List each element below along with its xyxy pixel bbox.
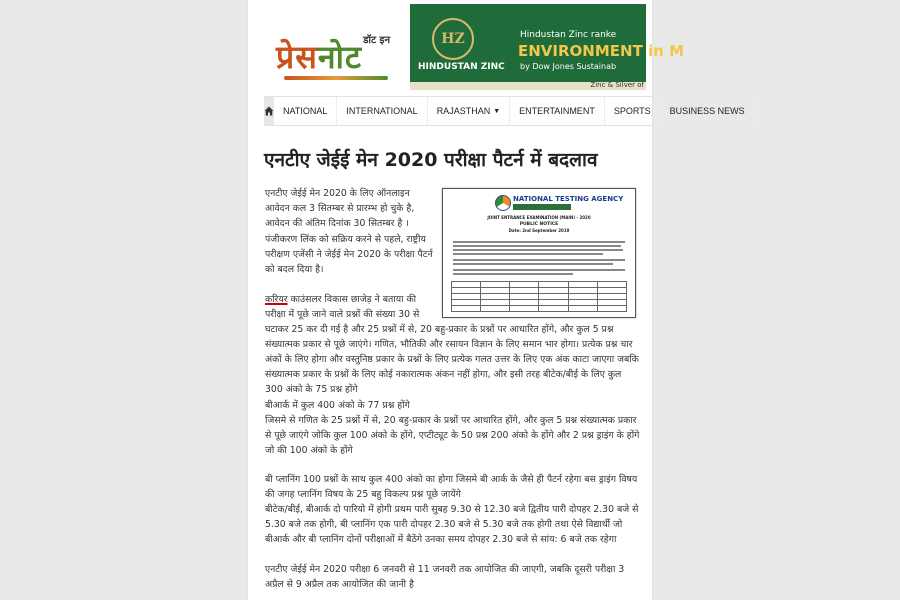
nav-label: INTERNATIONAL	[346, 106, 418, 116]
notice-text-line	[453, 253, 603, 255]
nav-label: RAJASTHAN	[436, 106, 491, 116]
nav-item-entertainment[interactable]	[510, 97, 605, 125]
notice-date: Date: 2nd September 2019	[508, 228, 570, 233]
logo-part1: प्रेस	[276, 38, 318, 76]
career-link[interactable]: करियर	[265, 294, 288, 305]
caret-down-icon: ▼	[493, 107, 501, 115]
notice-heading: JOINT ENTRANCE EXAMINATION (MAIN) - 2020	[487, 215, 591, 220]
nav-item-rajasthan[interactable]	[428, 97, 510, 125]
ad-line1: Hindustan Zinc ranke	[520, 30, 617, 40]
ad-strip-text: Zinc & Silver of	[590, 81, 644, 89]
logo-part2: नोट	[317, 38, 363, 76]
notice-text-line	[453, 259, 625, 261]
notice-text-line	[453, 269, 625, 271]
emblem-text: HZ	[441, 31, 465, 47]
nav-home[interactable]	[264, 97, 274, 125]
paragraph-heading: बीआर्क में कुल 400 अंको के 77 प्रश्न होंगे	[265, 400, 410, 411]
nav-item-business-news[interactable]	[661, 97, 755, 125]
notice-table	[451, 281, 627, 312]
article-paragraph	[265, 472, 641, 547]
nav-item-national[interactable]	[274, 97, 337, 125]
ad-brand: HINDUSTAN ZINC	[418, 62, 505, 72]
home-icon	[264, 106, 274, 116]
paragraph-text: काउंसलर विकास छाजेड़ ने बताया की परीक्षा में पूछे जाने वाले प्रश्नों की संख्या 30 से	[265, 294, 420, 320]
notice-text-line	[453, 263, 613, 265]
notice-text-line	[453, 241, 625, 243]
nav-label: NATIONAL	[283, 106, 328, 116]
paragraph-heading: बी प्लानिंग 100 प्रश्नों के साथ कुल 400 अंको का होगा जिसमे बी आर्क के जैसे ही पैटर्न रहेगा बस ड्राइंग विषय की जगह प्लानिंग विषय के 25 बहु विकल्प प्रश्न पूछे जायेंगे	[265, 474, 638, 500]
ad-line2: ENVIRONMENT in M	[518, 42, 684, 60]
nav-item-international[interactable]	[337, 97, 427, 125]
notice-text-line	[453, 249, 623, 251]
nta-logo-icon	[495, 195, 511, 211]
banner-ad[interactable]	[410, 4, 684, 90]
site-header	[248, 0, 684, 96]
notice-subheading: PUBLIC NOTICE	[519, 222, 559, 227]
nav-label: SPORTS	[613, 106, 651, 116]
ad-strip	[410, 82, 646, 90]
notice-text-line	[453, 245, 621, 247]
notice-text-line	[453, 273, 573, 275]
article-paragraph: घटाकर 25 कर दी गई है और 25 प्रश्नों में से, 20 बहु-प्रकार के प्रश्नों पर आधारित होंगे, और कुल 5 प्रश्न संख्यात्मक प्रकार से पूछे जाएंगे। गणित, भौतिकी और रसायन विज्ञान के लिए समान भार होगा। प्रत्येक प्रश्न चार अंकों के लिए होगा और वस्तुनिष्ठ प्रकार के प्रश्नों के लिए प्रत्येक गलत उत्तर के लिए एक अंक काटा जाएगा जबकि संख्यात्मक प्रकार के प्रश्नों के लिए कोई नकारात्मक अंकन नहीं होगा, और इसी तरह बीटेक/बीई के लिए कुल 300 अंको के 75 प्रश्न होंगे	[265, 324, 639, 395]
article-paragraph	[265, 292, 433, 322]
page-container	[248, 0, 745, 600]
nav-item-sports[interactable]	[605, 97, 661, 125]
logo-swoosh	[284, 76, 388, 80]
public-notice-image	[442, 188, 636, 318]
main-nav	[264, 96, 745, 126]
article-paragraph: एनटीए जेईई मेन 2020 के लिए ऑनलाइन आवेदन कल 3 सितम्बर से प्रारम्भ हो चुके है, आवेदन की अंतिम दिनांक 30 सितम्बर है ।	[265, 188, 415, 229]
article-title: एनटीए जेईई मेन 2020 परीक्षा पैटर्न में बदलाव	[264, 149, 598, 171]
article-paragraph: एनटीए जेईई मेन 2020 परीक्षा 6 जनवरी से 11 जनवरी तक आयोजित की जाएगी, जबकि दूसरी परीक्षा 3 अप्रैल से 9 अप्रैल तक आयोजित की जानी है	[265, 564, 625, 590]
hindustan-zinc-emblem-icon	[432, 18, 474, 60]
notice-agency: NATIONAL TESTING AGENCY	[513, 195, 624, 203]
article-paragraph: पंजीकरण लिंक को सक्रिय करने से पहले, राष्ट्रीय परीक्षण एजेंसी ने जेईई मेन 2020 के परीक्षा पैटर्न को बदल दिया है।	[265, 234, 433, 275]
paragraph-text: बीटेक/बीई, बीआर्क दो पारियो में होगी प्रथम पारी सुबह 9.30 से 12.30 बजे द्वितीय पारी दोपहर 2.30 बजे से 5.30 बजे तक होगी, बी प्लानिंग एक पारी दोपहर 2.30 बजे से 5.30 बजे तक होगी तथा ऐसे विद्यार्थी जो बीआर्क और बी प्लानिंग दोनों परीक्षाओं में बैठेंगे उनका समय दोपहर 2.30 बजे से सांय: 6 बजे तक रहेगा	[265, 504, 639, 545]
notice-agency-tagline-bar	[513, 204, 571, 210]
ad-line3: by Dow Jones Sustainab	[520, 62, 617, 71]
site-logo[interactable]	[276, 32, 396, 82]
article-paragraph	[265, 398, 641, 458]
logo-wordmark	[276, 40, 362, 74]
nav-label: ENTERTAINMENT	[519, 106, 595, 116]
nav-label: BUSINESS NEWS	[669, 106, 745, 116]
paragraph-text: जिसमे से गणित के 25 प्रश्नों में से, 20 बहु-प्रकार के प्रश्नों पर आधारित होंगे, और कुल 5 प्रश्न संख्यात्मक प्रकार से पूछे जाएंगे जोकि कुल 100 अंको के होंगे, एप्टीट्यूट के 50 प्रश्न 200 अंको के होंगे और 2 प्रश्न ड्राइंग के होंगे जो की 100 अंको के होंगे	[265, 415, 640, 456]
logo-suffix: डॉट इन	[363, 35, 390, 46]
